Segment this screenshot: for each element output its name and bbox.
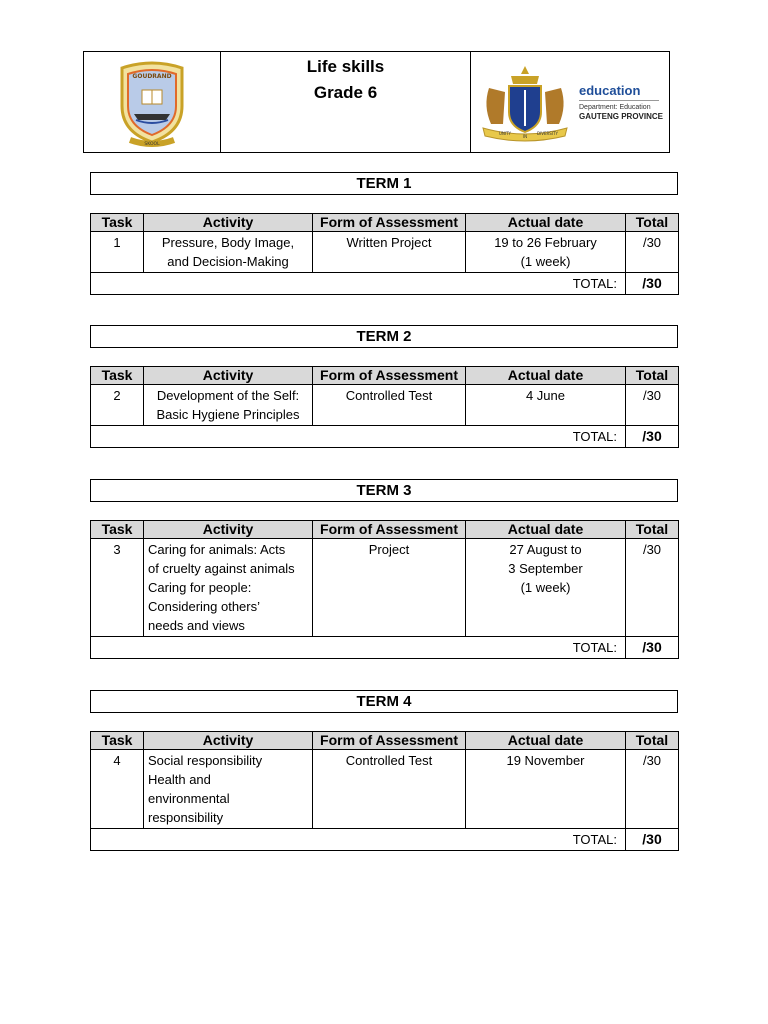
- term-heading: TERM 4: [90, 690, 678, 713]
- column-header: Form of Assessment: [313, 367, 466, 385]
- department-logo-cell: [471, 52, 669, 152]
- activity-line: Basic Hygiene Principles: [156, 407, 300, 422]
- activity-cell: [144, 750, 313, 829]
- assessment-table: [90, 731, 679, 851]
- activity-line: Social responsibility: [148, 753, 263, 768]
- table-header-row: [91, 214, 679, 232]
- activity-line: Pressure, Body Image,: [161, 235, 295, 250]
- table-header-row: [91, 521, 679, 539]
- actual-date-cell: [466, 539, 626, 637]
- date-line: (1 week): [520, 254, 571, 269]
- assessment-table: [90, 366, 679, 448]
- table-row: [91, 232, 679, 273]
- gauteng-coat-of-arms-icon: [477, 62, 573, 142]
- column-header: Total: [626, 732, 679, 750]
- table-header-row: [91, 732, 679, 750]
- divider: [579, 100, 659, 101]
- subject-title: Life skills: [306, 57, 385, 76]
- actual-date-cell: [466, 232, 626, 273]
- column-header: Form of Assessment: [313, 521, 466, 539]
- task-number: 3: [91, 539, 144, 637]
- total-label: TOTAL:: [91, 273, 626, 295]
- motto-word-diversity: DIVERSITY: [537, 131, 558, 136]
- table-row: [91, 539, 679, 637]
- column-header: Task: [91, 521, 144, 539]
- activity-line: Health and: [148, 772, 211, 787]
- column-header: Task: [91, 367, 144, 385]
- assessment-form: Controlled Test: [313, 385, 466, 426]
- department-subtitle: Department: Education: [579, 104, 651, 111]
- total-value: /30: [626, 829, 679, 851]
- actual-date-cell: [466, 750, 626, 829]
- document-header: [83, 51, 670, 153]
- column-header: Activity: [144, 732, 313, 750]
- task-total: /30: [626, 232, 679, 273]
- total-row: [91, 426, 679, 448]
- education-word: education: [579, 83, 641, 98]
- date-line: 3 September: [508, 561, 583, 576]
- assessment-form: Written Project: [313, 232, 466, 273]
- table-row: [91, 385, 679, 426]
- total-row: [91, 637, 679, 659]
- date-line: 19 to 26 February: [494, 235, 597, 250]
- grade-title: Grade 6: [313, 83, 378, 102]
- activity-line: needs and views: [148, 618, 245, 633]
- assessment-form: Controlled Test: [313, 750, 466, 829]
- term-heading: TERM 1: [90, 172, 678, 195]
- activity-line: and Decision-Making: [167, 254, 289, 269]
- activity-line: Considering others’: [148, 599, 261, 614]
- activity-line: responsibility: [148, 810, 224, 825]
- column-header: Activity: [144, 521, 313, 539]
- column-header: Actual date: [466, 521, 626, 539]
- activity-cell: [144, 385, 313, 426]
- column-header: Activity: [144, 214, 313, 232]
- task-total: /30: [626, 539, 679, 637]
- activity-line: of cruelty against animals: [148, 561, 295, 576]
- column-header: Total: [626, 367, 679, 385]
- total-label: TOTAL:: [91, 637, 626, 659]
- total-row: [91, 273, 679, 295]
- task-total: /30: [626, 385, 679, 426]
- title-cell: [221, 52, 471, 152]
- motto-word-in: IN: [523, 134, 528, 139]
- column-header: Task: [91, 214, 144, 232]
- task-total: /30: [626, 750, 679, 829]
- assessment-table: [90, 213, 679, 295]
- assessment-table: [90, 520, 679, 659]
- activity-line: environmental: [148, 791, 230, 806]
- task-number: 2: [91, 385, 144, 426]
- total-label: TOTAL:: [91, 426, 626, 448]
- column-header: Actual date: [466, 732, 626, 750]
- column-header: Total: [626, 214, 679, 232]
- table-header-row: [91, 367, 679, 385]
- school-crest-cell: [84, 52, 221, 152]
- column-header: Form of Assessment: [313, 732, 466, 750]
- school-crest-logo: [112, 56, 192, 148]
- column-header: Total: [626, 521, 679, 539]
- total-value: /30: [626, 637, 679, 659]
- date-line: 4 June: [525, 388, 566, 403]
- column-header: Actual date: [466, 214, 626, 232]
- activity-cell: [144, 539, 313, 637]
- total-value: /30: [626, 426, 679, 448]
- table-row: [91, 750, 679, 829]
- department-text: [579, 83, 663, 121]
- total-label: TOTAL:: [91, 829, 626, 851]
- svg-text:GOUDRAND: GOUDRAND: [132, 73, 172, 80]
- column-header: Task: [91, 732, 144, 750]
- total-row: [91, 829, 679, 851]
- task-number: 4: [91, 750, 144, 829]
- activity-line: Caring for animals: Acts: [148, 542, 286, 557]
- column-header: Activity: [144, 367, 313, 385]
- total-value: /30: [626, 273, 679, 295]
- date-line: (1 week): [520, 580, 571, 595]
- task-number: 1: [91, 232, 144, 273]
- actual-date-cell: [466, 385, 626, 426]
- date-line: 19 November: [506, 753, 585, 768]
- term-heading: TERM 2: [90, 325, 678, 348]
- term-heading: TERM 3: [90, 479, 678, 502]
- activity-line: Caring for people:: [148, 580, 252, 595]
- province-name: GAUTENG PROVINCE: [579, 112, 664, 121]
- svg-text:SKOOL: SKOOL: [144, 142, 160, 147]
- column-header: Form of Assessment: [313, 214, 466, 232]
- motto-word-unity: UNITY: [499, 131, 511, 136]
- activity-line: Development of the Self:: [156, 388, 300, 403]
- date-line: 27 August to: [509, 542, 582, 557]
- column-header: Actual date: [466, 367, 626, 385]
- assessment-form: Project: [313, 539, 466, 637]
- activity-cell: [144, 232, 313, 273]
